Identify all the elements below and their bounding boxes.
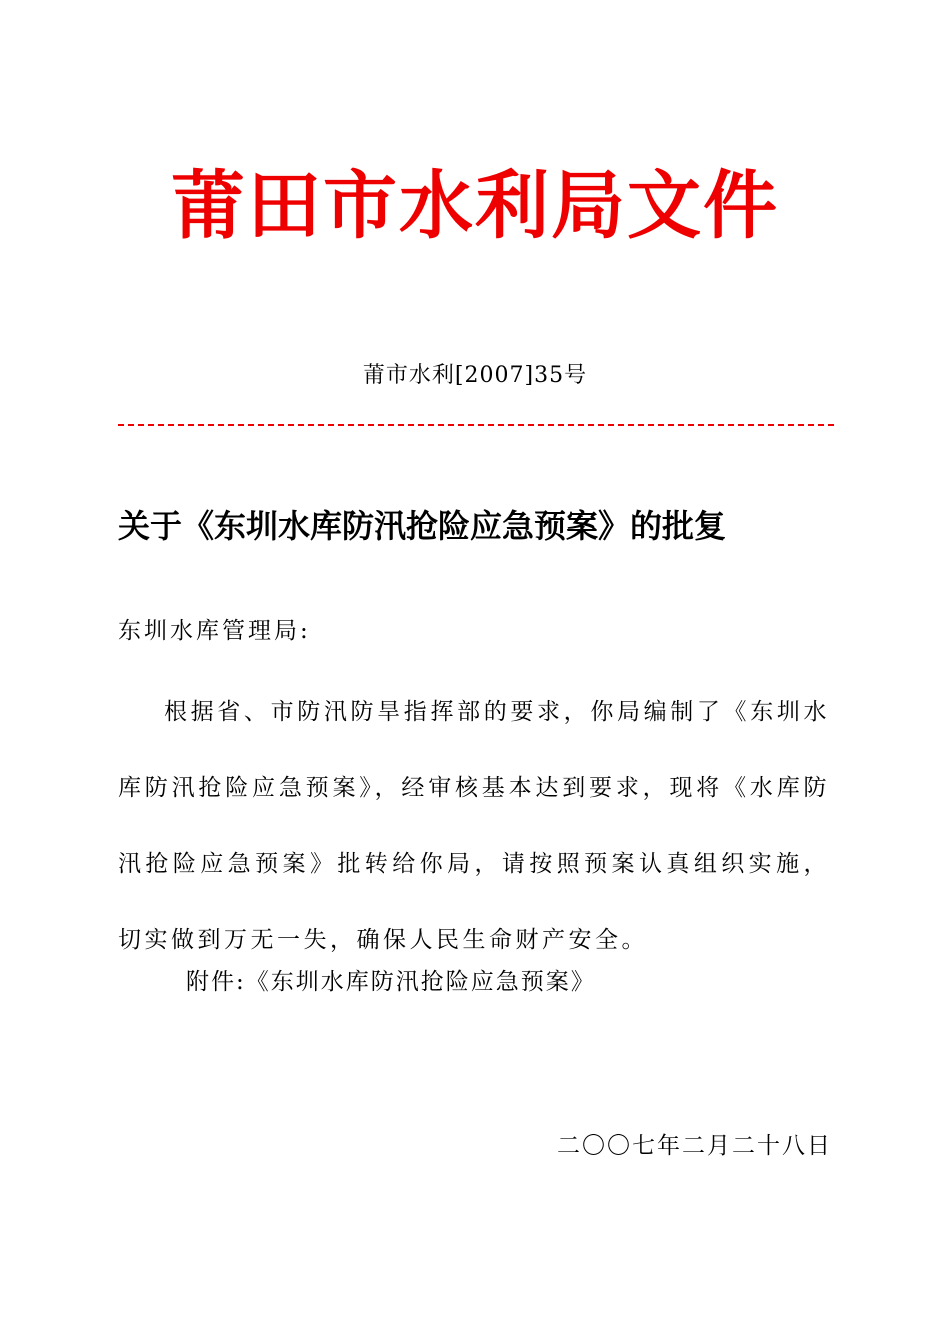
issuer-title: 莆田市水利局文件 (171, 163, 779, 249)
red-separator-line (118, 424, 834, 426)
document-subject: 关于《东圳水库防汛抢险应急预案》的批复 (118, 507, 727, 545)
recipient-line: 东圳水库管理局: (118, 618, 311, 644)
issue-date: 二〇〇七年二月二十八日 (557, 1133, 832, 1159)
body-paragraph: 根据省、市防汛防旱指挥部的要求，你局编制了《东圳水库防汛抢险应急预案》，经审核基本达到要求，现将《水库防汛抢险应急预案》批转给你局，请按照预案认真组织实施，切实做到万无一失，确保人民生命财产安全。 (118, 699, 830, 953)
document-number: 莆市水利[2007]35号 (362, 363, 588, 388)
attachment-line: 附件:《东圳水库防汛抢险应急预案》 (186, 969, 596, 995)
